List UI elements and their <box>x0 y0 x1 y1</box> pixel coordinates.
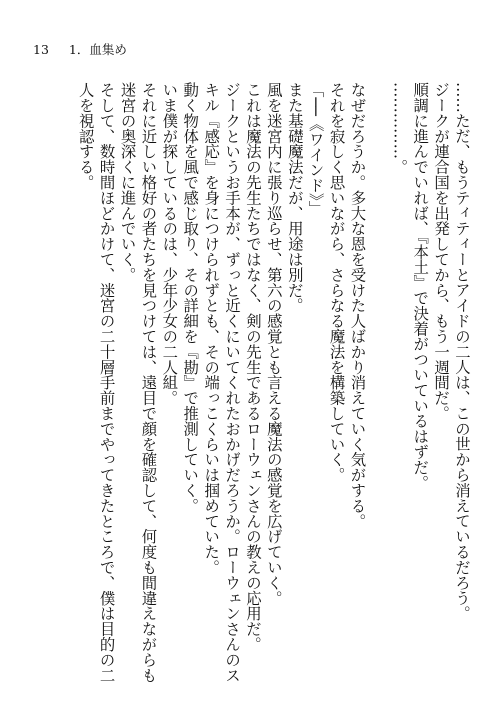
text-line: なぜだろうか。多大な恩を受けた人ばかり消えていく気がする。 <box>348 82 367 529</box>
text-line: 「──《ワインド》」 <box>306 82 325 217</box>
running-header <box>33 40 127 58</box>
chapter-title: 1．血集め <box>68 42 127 57</box>
text-line: そして、数時間ほどかけて、迷宮の二十層手前までやってきたところで、僕は目的の二 <box>97 82 116 683</box>
text-line: 人を視認する。 <box>76 82 95 190</box>
text-line: ……………。 <box>390 82 409 175</box>
text-line: ……ただ、もうティティーとアイドの二人は、この世から消えているだろう。 <box>453 82 471 621</box>
text-line: 順調に進んでいれば、『本土』で決着がついているはずだ。 <box>411 82 430 491</box>
text-line: ジークというお手本が、ずっと近くにいてくれたおかげだろうか。ローウェンさんのス <box>223 82 242 683</box>
text-line: 動く物体を風で感じ取り、その詳細を『勘』で推測していく。 <box>181 82 200 514</box>
text-line: それを寂しく思いながら、さらなる魔法を構築していく。 <box>327 82 346 483</box>
text-line: それに近しい格好の者たちを見つけては、遠目で顔を確認して、何度も間違えながらも <box>139 82 158 683</box>
body-text <box>75 82 472 683</box>
text-line: これは魔法の先生たちではなく、剣の先生であるローウェンさんの教えの応用だ。 <box>243 82 262 652</box>
page-number: 13 <box>33 42 49 57</box>
text-line: 風を迷宮内に張り巡らせ、第六の感覚とも言える魔法の感覚を広げていく。 <box>264 82 283 606</box>
text-line: キル『感応』を身につけられずとも、その端っこくらいは掴めていた。 <box>202 82 221 575</box>
text-line: ジークが連合国を出発してから、もう一週間だ。 <box>432 82 451 421</box>
text-line: また基礎魔法だが、用途は別だ。 <box>285 82 304 313</box>
text-line: いま僕が探しているのは、少年少女の二人組。 <box>160 82 179 406</box>
blank-line <box>367 82 388 103</box>
text-line: 迷宮の奥深くに進んでいく。 <box>118 82 137 283</box>
